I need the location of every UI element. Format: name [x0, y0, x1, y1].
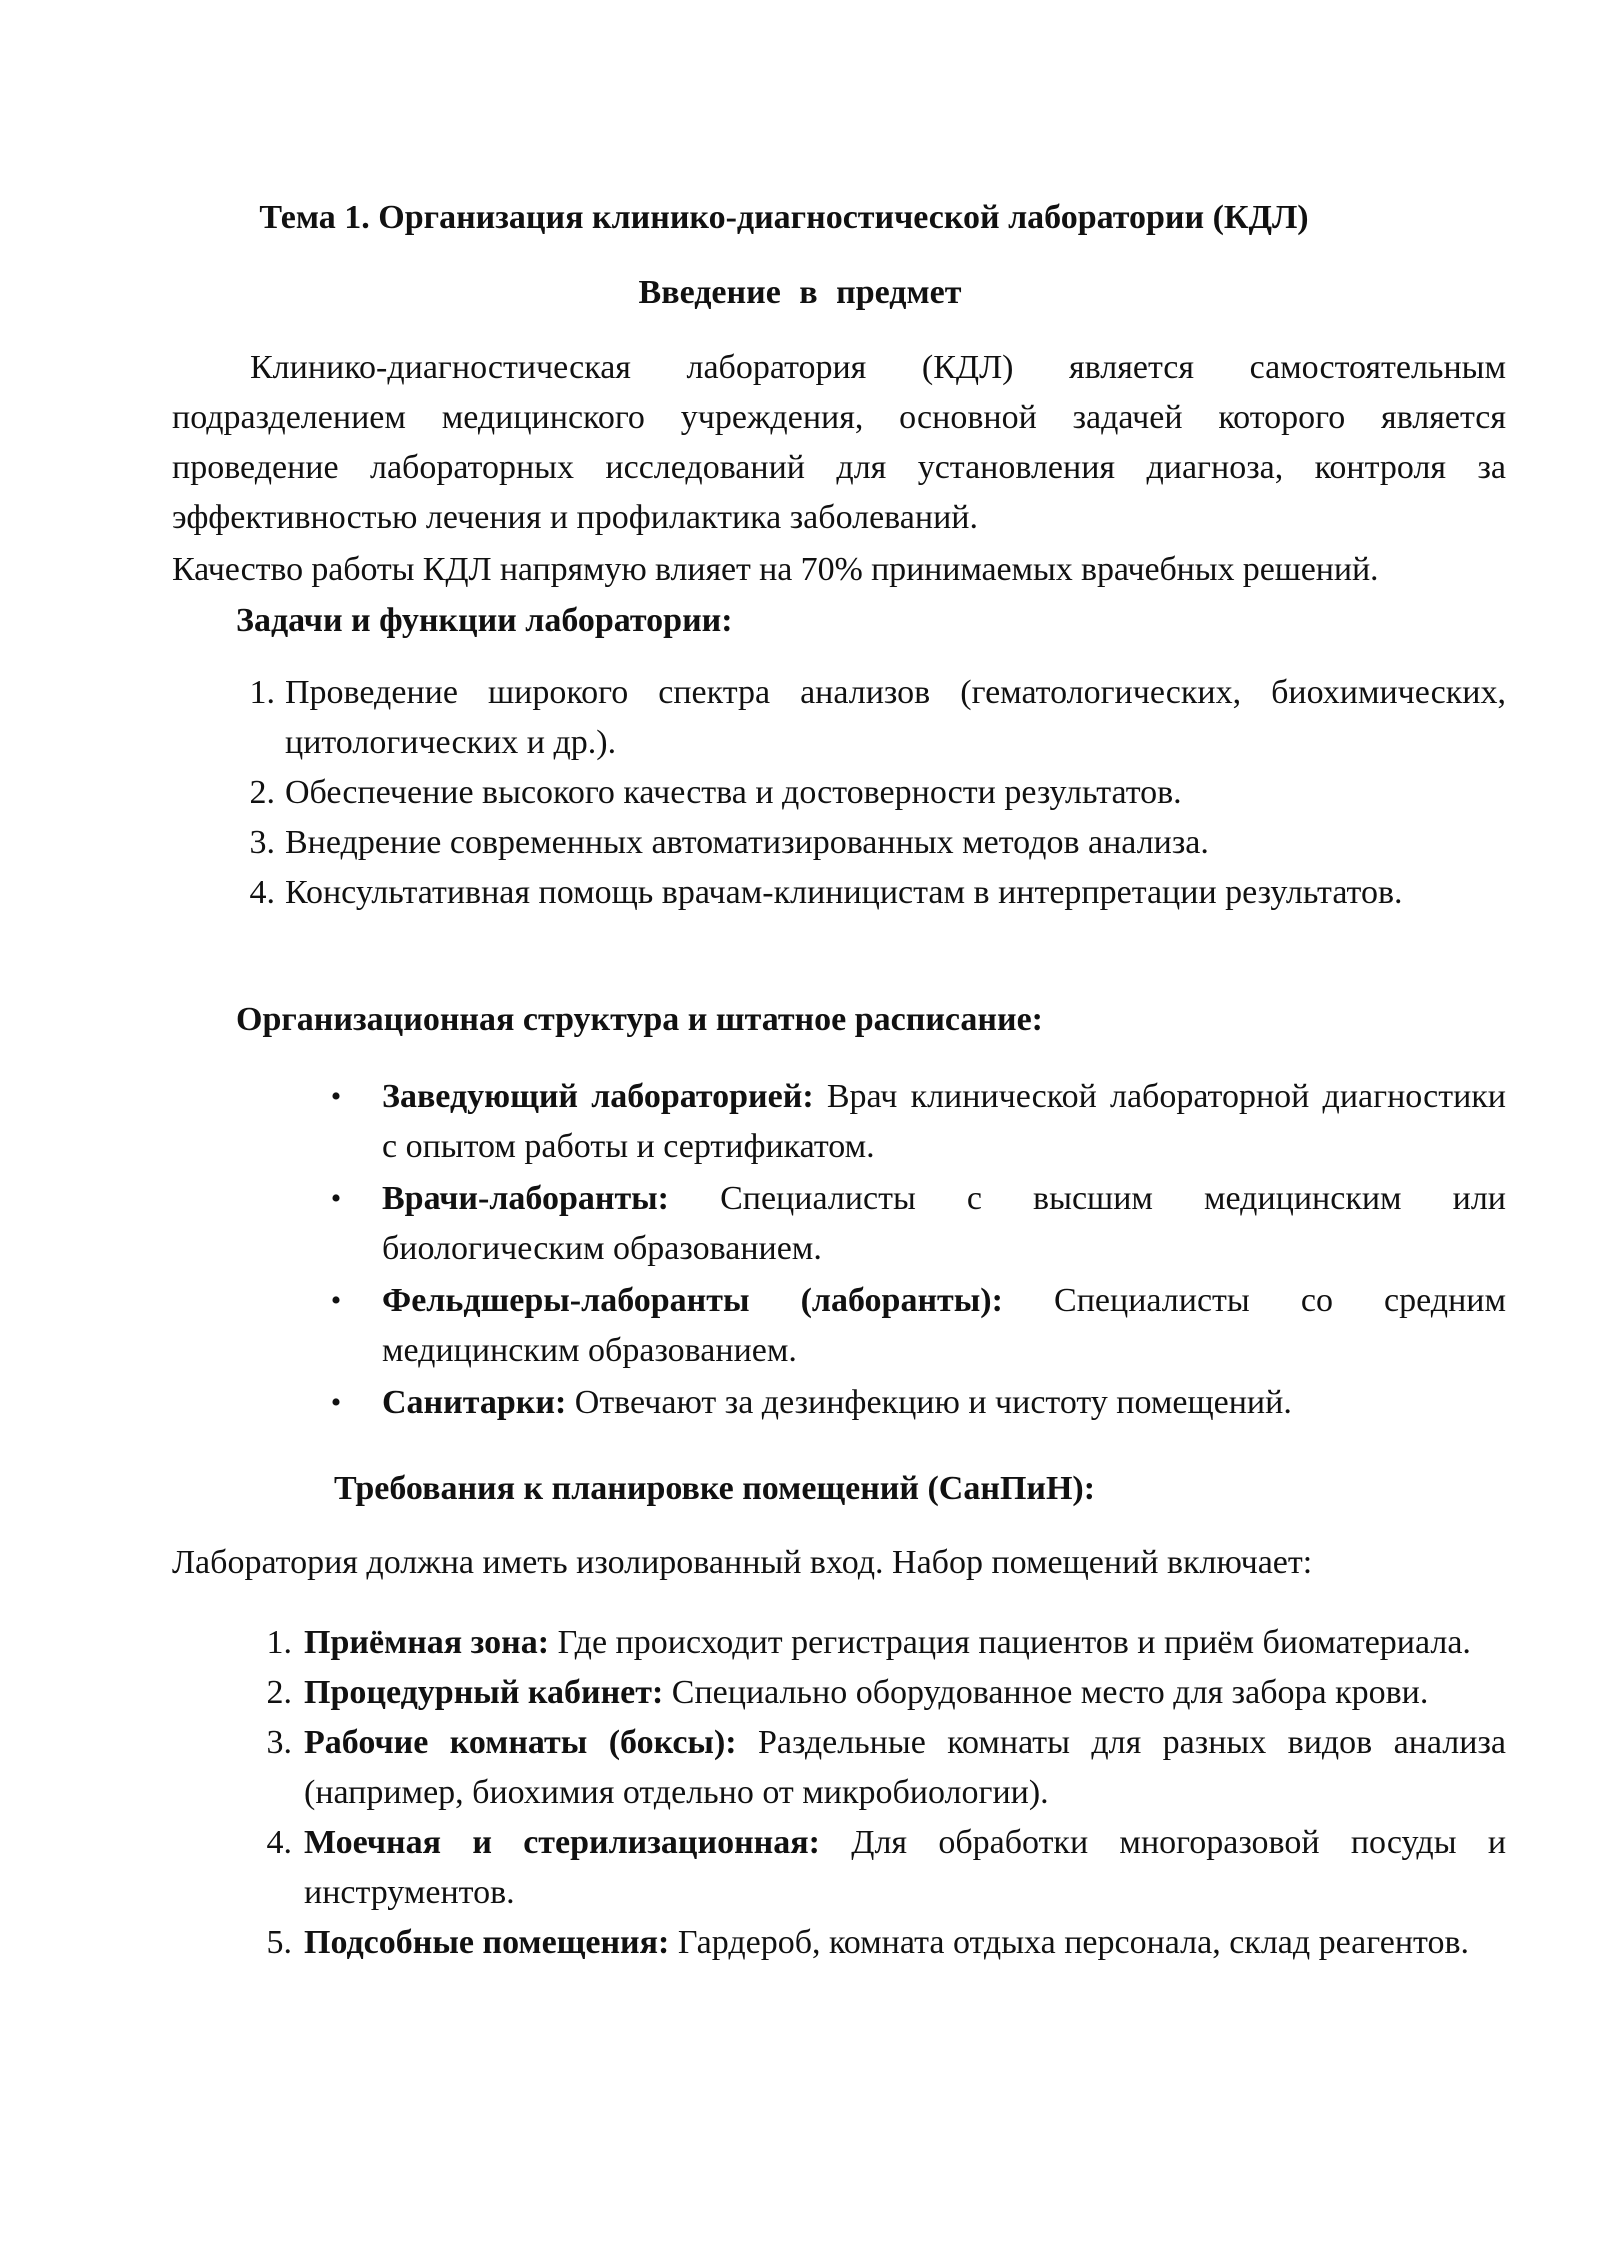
document-title: Тема 1. Организация клинико-диагностической лаборатории (КДЛ) — [259, 199, 1309, 236]
list-item — [330, 1276, 1506, 1376]
list-item-term: Врачи-лаборанты: — [382, 1180, 670, 1217]
list-number: 3. — [249, 824, 275, 861]
list-number: 3. — [266, 1724, 292, 1761]
list-item-term: Санитарки: — [382, 1384, 567, 1421]
list-item — [330, 1072, 1506, 1172]
list-item — [330, 1174, 1506, 1274]
structure-heading: Организационная структура и штатное расписание: — [236, 1001, 1044, 1038]
list-item — [266, 1818, 1507, 1918]
list-number: 4. — [249, 874, 275, 911]
list-item-term: Приёмная зона: — [304, 1624, 550, 1661]
staff-list — [330, 1072, 1506, 1430]
list-item-term: Процедурный кабинет: — [304, 1674, 664, 1711]
list-item-text: Раздельные комнаты для разных видов анализа (например, биохимия отдельно от микробиологии). — [304, 1724, 1506, 1811]
list-item-term: Заведующий лабораторией: — [382, 1078, 814, 1115]
rooms-list — [266, 1618, 1507, 1968]
list-number: 1. — [249, 674, 275, 711]
document-subtitle: Введение в предмет — [638, 274, 962, 311]
intro-paragraph: Клинико-диагностическая лаборатория (КДЛ) является самостоятельным подразделением медицинского учреждения, основной задачей которого является проведение лабораторных исследований для установления диагноза, контроля за эффективностью лечения и профилактика заболеваний. — [172, 349, 1506, 536]
list-item-text: Специалисты со средним медицинским образованием. — [382, 1282, 1506, 1369]
list-item — [266, 1668, 1506, 1718]
list-item-text: Внедрение современных автоматизированных методов анализа. — [285, 824, 1209, 861]
list-item — [249, 818, 1506, 868]
list-item — [249, 868, 1506, 918]
bullet-icon: • — [330, 1182, 342, 1215]
list-item-text: Консультативная помощь врачам-клиницистам в интерпретации результатов. — [285, 874, 1403, 911]
tasks-heading: Задачи и функции лаборатории: — [236, 602, 733, 639]
list-number: 5. — [266, 1924, 292, 1961]
list-number: 2. — [266, 1674, 292, 1711]
bullet-icon: • — [330, 1080, 342, 1113]
list-item-term: Рабочие комнаты (боксы): — [304, 1724, 737, 1761]
list-item-text: Специалисты с высшим медицинским или биологическим образованием. — [382, 1180, 1506, 1267]
list-item — [249, 668, 1506, 768]
list-item — [266, 1718, 1506, 1818]
list-item — [266, 1618, 1506, 1668]
list-item-text: Гардероб, комната отдыха персонала, склад реагентов. — [669, 1924, 1470, 1961]
list-number: 4. — [266, 1824, 292, 1861]
bullet-icon: • — [330, 1284, 342, 1317]
tasks-list — [249, 668, 1506, 918]
list-item-term: Фельдшеры-лаборанты (лаборанты): — [382, 1282, 1003, 1319]
list-item — [249, 768, 1506, 818]
list-item-term: Подсобные помещения: — [304, 1924, 670, 1961]
list-item-text: Обеспечение высокого качества и достоверности результатов. — [285, 774, 1182, 811]
list-item — [330, 1378, 1506, 1428]
rooms-heading: Требования к планировке помещений (СанПиН): — [334, 1470, 1096, 1507]
rooms-intro-paragraph: Лаборатория должна иметь изолированный вход. Набор помещений включает: — [172, 1544, 1313, 1581]
quality-paragraph: Качество работы КДЛ напрямую влияет на 70% принимаемых врачебных решений. — [172, 551, 1379, 588]
list-item-text: Где происходит регистрация пациентов и приём биоматериала. — [549, 1624, 1471, 1661]
list-item-text: Специально оборудованное место для забора крови. — [663, 1674, 1429, 1711]
list-item — [266, 1918, 1506, 1968]
list-item-text: Врач клинической лабораторной диагностики с опытом работы и сертификатом. — [382, 1078, 1506, 1165]
list-number: 2. — [249, 774, 275, 811]
list-item-text: Для обработки многоразовой посуды и инструментов. — [304, 1824, 1507, 1911]
list-item-term: Моечная и стерилизационная: — [304, 1824, 820, 1861]
list-item-text: Проведение широкого спектра анализов (гематологических, биохимических, цитологических и др.). — [285, 674, 1506, 761]
bullet-icon: • — [330, 1386, 342, 1419]
list-number: 1. — [266, 1624, 292, 1661]
list-item-text: Отвечают за дезинфекцию и чистоту помещений. — [566, 1384, 1292, 1421]
